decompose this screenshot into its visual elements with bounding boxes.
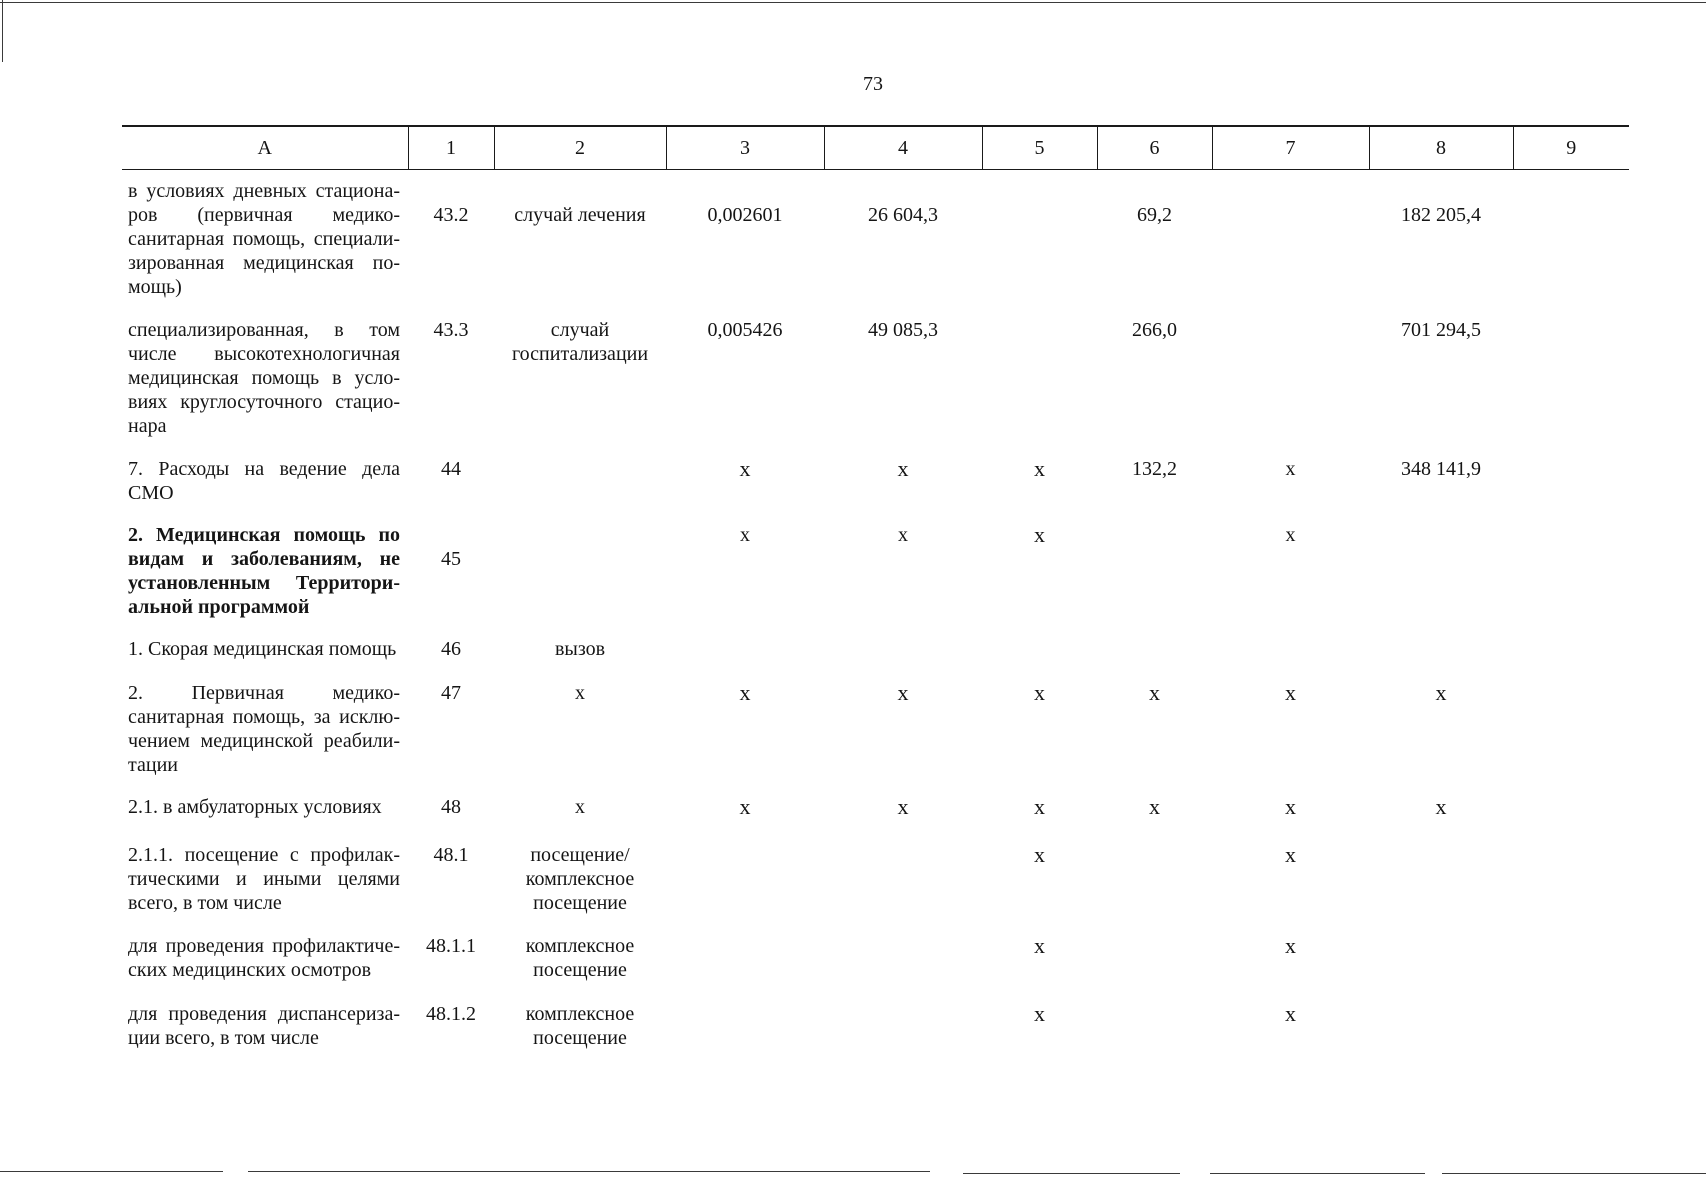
cell-col-3: х [740, 523, 750, 546]
cell-col-9 [1513, 170, 1629, 309]
unit-line: случай [550, 318, 610, 341]
cell-col-6: х [1149, 679, 1160, 705]
cell-col-4 [824, 925, 982, 993]
cell-col-7: х [1285, 1000, 1296, 1026]
cell-col-4: х [897, 679, 909, 705]
scan-artifact-line [0, 1171, 223, 1172]
cell-unit [494, 993, 666, 1061]
cell-name [122, 514, 408, 628]
header-col-a: А [122, 126, 408, 170]
table-row [122, 514, 1629, 628]
cell-name [122, 925, 408, 993]
cell-line-number: 44 [441, 457, 461, 480]
name-line: СМО [128, 481, 174, 504]
cell-col-9 [1513, 993, 1629, 1061]
name-line: чением медицинской реабили- [128, 729, 400, 752]
cell-col-9 [1513, 514, 1629, 628]
cell-col-8: 701 294,5 [1401, 318, 1481, 341]
name-line: тации [128, 753, 178, 776]
cell-col-5: х [1034, 521, 1045, 547]
page-number: 73 [863, 73, 883, 95]
name-line: установленным Территори- [128, 571, 400, 594]
cell-col-8 [1369, 514, 1513, 628]
cell-unit [494, 925, 666, 993]
name-line: альной программой [128, 595, 310, 618]
scan-artifact-line [963, 1173, 1180, 1174]
table-row [122, 993, 1629, 1061]
name-line: тическими и иными целями [128, 867, 400, 890]
cell-line-number: 47 [441, 681, 461, 704]
cell-col-3: х [739, 455, 751, 481]
name-line: 7. Расходы на ведение дела [128, 457, 400, 480]
header-col-2: 2 [494, 126, 666, 170]
table-row [122, 672, 1629, 786]
cell-name [122, 628, 408, 672]
name-line: числе высокотехнологичная [128, 342, 400, 365]
cell-col-3: х [739, 793, 751, 819]
scan-artifact-line [1210, 1173, 1425, 1174]
cell-col-7 [1212, 309, 1369, 448]
cell-name [122, 448, 408, 514]
cell-col-7: х [1285, 932, 1296, 958]
name-line: специализированная, в том [128, 318, 400, 341]
cell-col-6 [1097, 993, 1212, 1061]
header-col-8: 8 [1369, 126, 1513, 170]
cell-col-8 [1369, 834, 1513, 925]
table-row [122, 628, 1629, 672]
cell-col-4: 49 085,3 [868, 318, 938, 341]
cell-col-5: х [1034, 841, 1045, 867]
cell-line-number: 46 [441, 637, 461, 660]
cell-col-8: х [1435, 679, 1447, 705]
table-row [122, 786, 1629, 834]
cell-name [122, 834, 408, 925]
header-col-7: 7 [1212, 126, 1369, 170]
cell-col-4 [824, 993, 982, 1061]
name-line: для проведения диспансериза- [128, 1002, 400, 1025]
cell-col-7: х [1285, 679, 1296, 705]
header-col-5: 5 [982, 126, 1097, 170]
cell-line-number: 48 [441, 795, 461, 818]
cell-name [122, 672, 408, 786]
scan-artifact-line [2, 0, 3, 62]
cell-unit [494, 834, 666, 925]
cell-col-5: х [1034, 932, 1045, 958]
cell-col-4: 26 604,3 [868, 204, 938, 226]
cell-col-5: х [1034, 793, 1045, 819]
cell-col-8: 348 141,9 [1401, 457, 1481, 480]
cell-line-number: 48.1.2 [426, 1002, 476, 1025]
unit-line: комплексное [525, 934, 635, 957]
name-line: 2.1.1. посещение с профилак- [128, 843, 400, 866]
header-col-9: 9 [1513, 126, 1629, 170]
cell-col-9 [1513, 309, 1629, 448]
cell-line-number: 43.3 [433, 318, 469, 341]
name-line: медицинская помощь в усло- [128, 366, 400, 389]
scan-artifact-line [0, 2, 1706, 3]
name-line: зированная медицинская по- [128, 252, 400, 274]
header-col-6: 6 [1097, 126, 1212, 170]
cell-unit [494, 628, 666, 672]
cell-name [122, 309, 408, 448]
cell-col-4 [824, 834, 982, 925]
cell-unit [494, 309, 666, 448]
cell-col-4: х [897, 455, 909, 481]
name-line: 2. Первичная медико- [128, 681, 400, 704]
unit-line: комплексное [525, 867, 635, 890]
cell-col-3: 0,002601 [707, 204, 783, 226]
unit-line: посещение/ [530, 843, 630, 866]
cell-col-3: 0,005426 [707, 318, 783, 341]
cell-col-5 [982, 309, 1097, 448]
cell-col-6: 266,0 [1132, 318, 1177, 341]
cell-col-9 [1513, 672, 1629, 786]
unit-line: комплексное [525, 1002, 635, 1025]
cell-col-7: х [1285, 793, 1296, 819]
cell-col-3 [666, 834, 824, 925]
cell-name [122, 786, 408, 834]
cell-name [122, 993, 408, 1061]
unit-line: госпитализации [511, 342, 649, 365]
table-row [122, 925, 1629, 993]
cell-col-3 [666, 628, 824, 672]
data-table [122, 125, 1629, 1061]
name-line: нара [128, 414, 167, 437]
cell-col-7: х [1285, 523, 1296, 546]
cell-col-5 [982, 628, 1097, 672]
cell-col-7 [1212, 170, 1369, 309]
cell-col-6: 69,2 [1137, 204, 1172, 226]
cell-col-7: х [1285, 457, 1296, 480]
cell-col-6: 132,2 [1132, 457, 1177, 480]
cell-col-8: 182 205,4 [1401, 204, 1481, 226]
name-line: для проведения профилактиче- [128, 934, 400, 957]
name-line: видам и заболеваниям, не [128, 547, 400, 570]
cell-col-3: х [739, 679, 751, 705]
table-row [122, 309, 1629, 448]
cell-col-9 [1513, 834, 1629, 925]
table-row [122, 170, 1629, 309]
cell-col-5 [982, 170, 1097, 309]
table-header-row [122, 126, 1629, 170]
cell-unit [494, 170, 666, 309]
cell-col-8 [1369, 925, 1513, 993]
cell-col-6 [1097, 514, 1212, 628]
unit-line: посещение [533, 891, 627, 914]
cell-col-5: х [1034, 455, 1045, 481]
name-line: санитарная помощь, специали- [128, 228, 400, 250]
cell-col-7 [1212, 628, 1369, 672]
cell-col-4: х [897, 793, 909, 819]
table-row [122, 448, 1629, 514]
cell-col-6 [1097, 628, 1212, 672]
name-line: ских медицинских осмотров [128, 958, 372, 981]
name-line: 2.1. в амбулаторных условиях [128, 795, 382, 818]
scan-artifact-line [1442, 1173, 1706, 1174]
name-line: виях круглосуточного стацио- [128, 390, 400, 413]
name-line: мощь) [128, 276, 182, 298]
unit-line: случай лечения [514, 204, 646, 226]
cell-col-4 [824, 628, 982, 672]
cell-unit [494, 786, 666, 834]
cell-col-6 [1097, 834, 1212, 925]
cell-col-8: х [1435, 793, 1447, 819]
cell-col-8 [1369, 628, 1513, 672]
cell-col-3 [666, 993, 824, 1061]
table-row [122, 834, 1629, 925]
cell-col-9 [1513, 786, 1629, 834]
cell-col-6 [1097, 925, 1212, 993]
header-col-4: 4 [824, 126, 982, 170]
header-col-3: 3 [666, 126, 824, 170]
cell-col-9 [1513, 925, 1629, 993]
cell-col-8 [1369, 993, 1513, 1061]
cell-col-5: х [1034, 1000, 1045, 1026]
cell-unit [494, 514, 666, 628]
name-line: всего, в том числе [128, 891, 282, 914]
cell-col-5: х [1034, 679, 1045, 705]
cell-line-number: 43.2 [433, 204, 469, 226]
unit-line: вызов [554, 637, 606, 660]
cell-line-number: 45 [441, 547, 461, 570]
scan-artifact-line [248, 1171, 930, 1172]
unit-line: х [575, 795, 585, 818]
unit-line: посещение [533, 958, 627, 981]
name-line: ров (первичная медико- [128, 204, 400, 226]
unit-line: х [575, 681, 585, 704]
cell-col-9 [1513, 448, 1629, 514]
cell-unit [494, 672, 666, 786]
cell-line-number: 48.1.1 [426, 934, 476, 957]
cell-col-4: х [898, 523, 908, 546]
name-line: ции всего, в том числе [128, 1026, 319, 1049]
cell-unit [494, 448, 666, 514]
cell-name [122, 170, 408, 309]
name-line: 2. Медицинская помощь по [128, 523, 400, 546]
cell-col-3 [666, 925, 824, 993]
unit-line: посещение [533, 1026, 627, 1049]
name-line: в условиях дневных стациона- [128, 180, 400, 202]
cell-line-number: 48.1 [433, 843, 469, 866]
name-line: санитарная помощь, за исклю- [128, 705, 400, 728]
name-line: 1. Скорая медицинская помощь [128, 637, 397, 660]
cell-col-6: х [1149, 793, 1160, 819]
header-col-1: 1 [408, 126, 494, 170]
cell-col-9 [1513, 628, 1629, 672]
cell-col-7: х [1285, 841, 1296, 867]
